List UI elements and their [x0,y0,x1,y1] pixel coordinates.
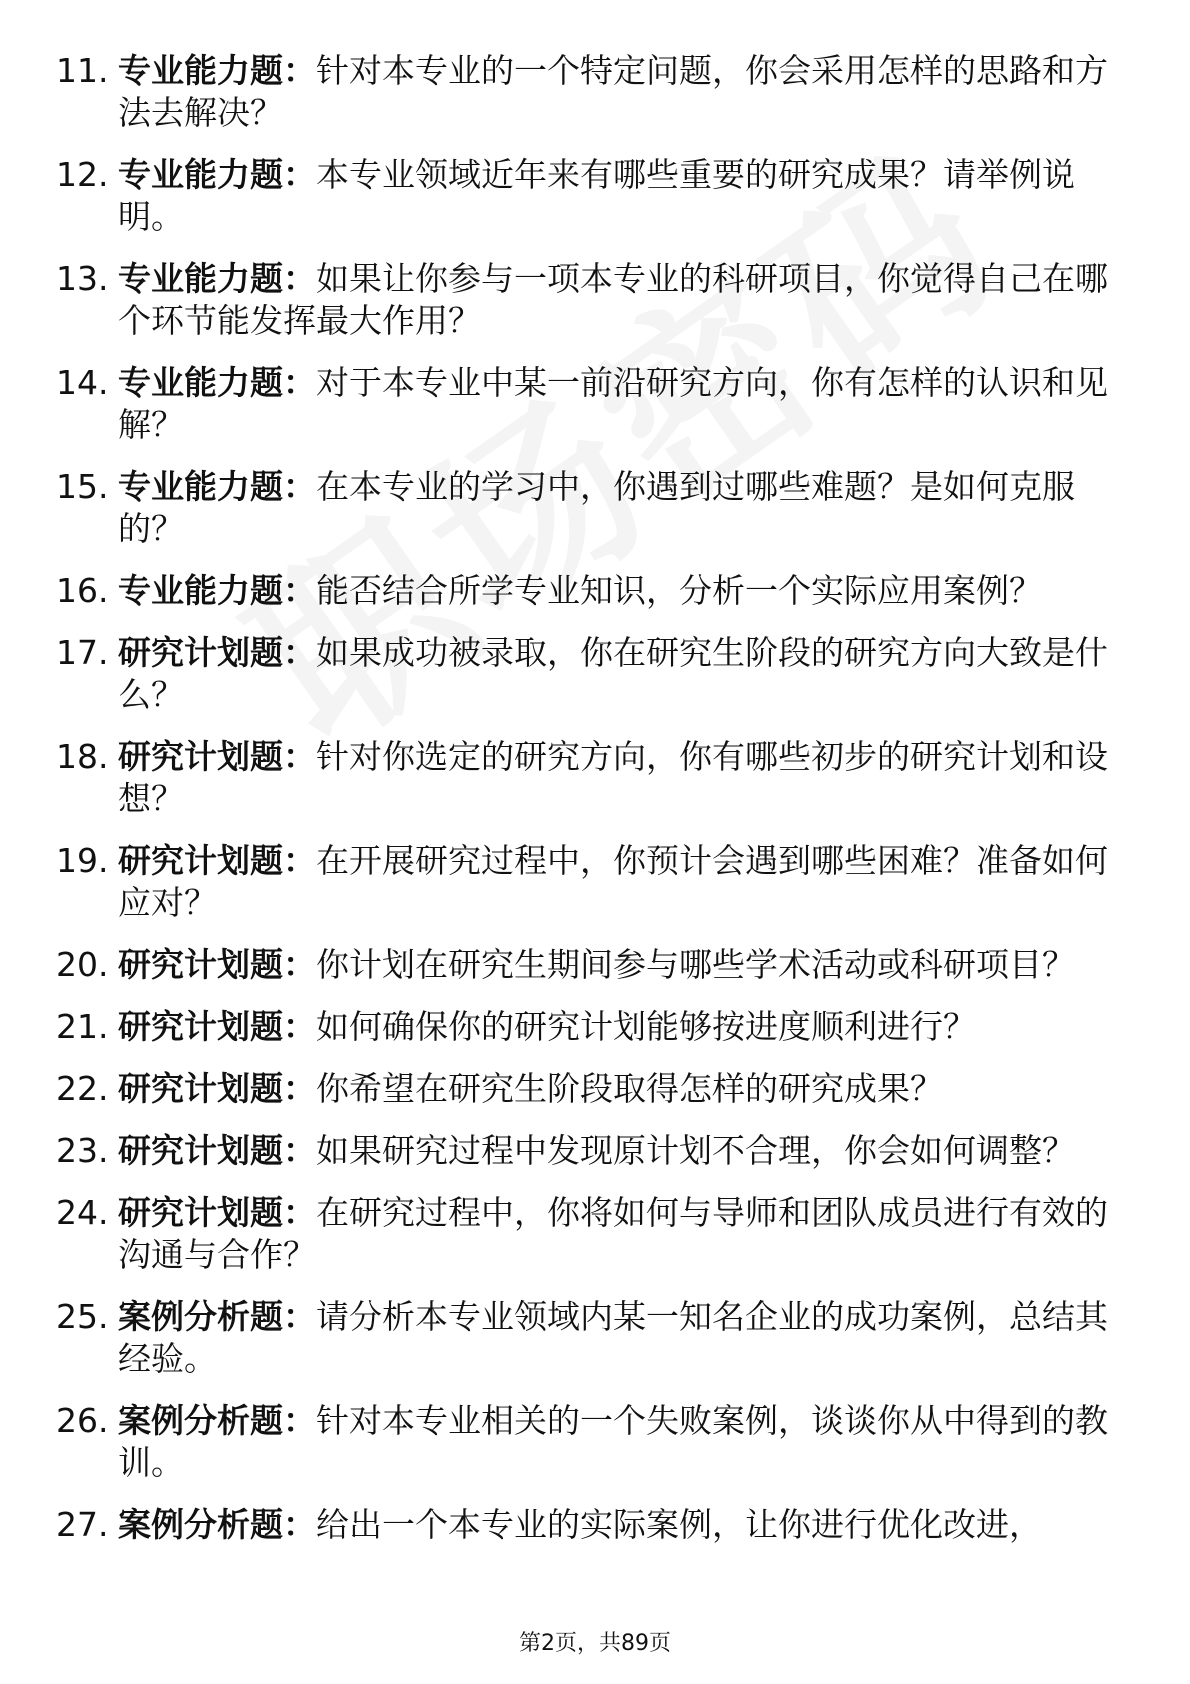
list-item [56,1130,1136,1172]
item-text: 针对本专业相关的一个失败案例，谈谈你从中得到的教训。 [118,1401,1108,1482]
item-number: 16. [56,571,109,610]
item-number: 17. [56,633,109,672]
list-item [56,466,1136,550]
list-item [56,50,1136,134]
item-category: 研究计划题： [118,737,316,776]
list-item [56,362,1136,446]
list-item [56,1068,1136,1110]
item-number: 18. [56,737,109,776]
item-text: 能否结合所学专业知识，分析一个实际应用案例？ [316,571,1042,610]
list-item [56,154,1136,238]
item-number: 19. [56,841,109,880]
item-number: 22. [56,1069,109,1108]
item-text: 本专业领域近年来有哪些重要的研究成果？请举例说明。 [118,155,1075,236]
item-category: 研究计划题： [118,1007,316,1046]
item-text: 如何确保你的研究计划能够按进度顺利进行？ [316,1007,976,1046]
item-text: 在开展研究过程中，你预计会遇到哪些困难？准备如何应对？ [118,841,1108,922]
item-number: 27. [56,1505,109,1544]
item-text: 对于本专业中某一前沿研究方向，你有怎样的认识和见解？ [118,363,1108,444]
item-number: 23. [56,1131,109,1170]
item-number: 15. [56,467,109,506]
item-text: 你希望在研究生阶段取得怎样的研究成果？ [316,1069,943,1108]
item-text: 你计划在研究生期间参与哪些学术活动或科研项目？ [316,945,1075,984]
item-category: 案例分析题： [118,1505,316,1544]
item-category: 专业能力题： [118,51,316,90]
item-text: 请分析本专业领域内某一知名企业的成功案例，总结其经验。 [118,1297,1108,1378]
item-text: 如果让你参与一项本专业的科研项目，你觉得自己在哪个环节能发挥最大作用？ [118,259,1108,340]
list-item [56,258,1136,342]
item-category: 案例分析题： [118,1297,316,1336]
item-category: 研究计划题： [118,1193,316,1232]
item-number: 14. [56,363,109,402]
list-item [56,736,1136,820]
item-text: 如果成功被录取，你在研究生阶段的研究方向大致是什么？ [118,633,1108,714]
item-text: 针对本专业的一个特定问题，你会采用怎样的思路和方法去解决？ [118,51,1108,132]
item-category: 专业能力题： [118,155,316,194]
item-text: 针对你选定的研究方向，你有哪些初步的研究计划和设想？ [118,737,1108,818]
list-item [56,1192,1136,1276]
list-item [56,570,1136,612]
list-item [56,1296,1136,1380]
list-item [56,1504,1136,1546]
item-category: 专业能力题： [118,363,316,402]
item-category: 研究计划题： [118,1069,316,1108]
item-number: 11. [56,51,109,90]
list-item [56,632,1136,716]
item-category: 研究计划题： [118,945,316,984]
item-text: 给出一个本专业的实际案例，让你进行优化改进， [316,1505,1042,1544]
item-number: 21. [56,1007,109,1046]
list-item [56,1006,1136,1048]
item-number: 26. [56,1401,109,1440]
item-number: 25. [56,1297,109,1336]
list-item [56,840,1136,924]
item-category: 案例分析题： [118,1401,316,1440]
item-category: 研究计划题： [118,1131,316,1170]
item-text: 如果研究过程中发现原计划不合理，你会如何调整？ [316,1131,1075,1170]
item-category: 专业能力题： [118,259,316,298]
item-number: 12. [56,155,109,194]
item-category: 研究计划题： [118,633,316,672]
page-footer: 第2页，共89页 [519,1631,671,1656]
item-number: 24. [56,1193,109,1232]
item-category: 研究计划题： [118,841,316,880]
item-category: 专业能力题： [118,571,316,610]
item-text: 在本专业的学习中，你遇到过哪些难题？是如何克服的？ [118,467,1075,548]
question-list [56,50,1136,1566]
item-number: 13. [56,259,109,298]
item-text: 在研究过程中，你将如何与导师和团队成员进行有效的沟通与合作？ [118,1193,1108,1274]
item-number: 20. [56,945,109,984]
item-category: 专业能力题： [118,467,316,506]
list-item [56,1400,1136,1484]
list-item [56,944,1136,986]
